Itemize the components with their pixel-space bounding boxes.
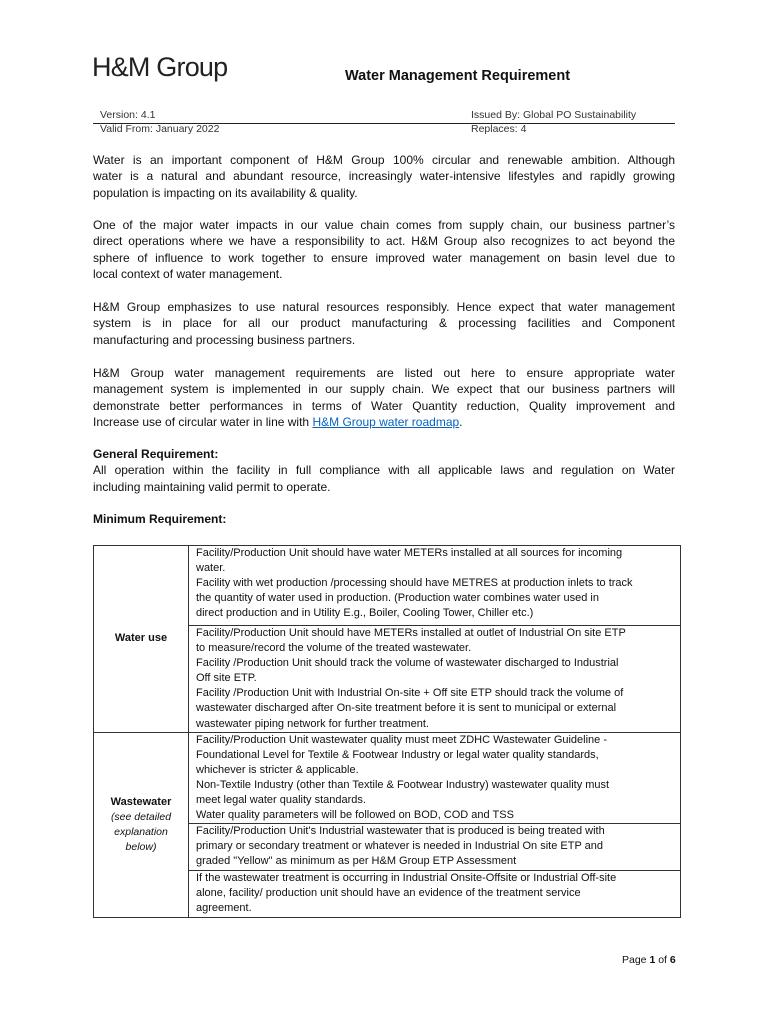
category-cell (94, 732, 189, 917)
paragraph-line: sphere of influence to work together to ensure improved water management on basin level due to (93, 250, 675, 265)
table-row (94, 546, 681, 626)
roadmap-prefix: Increase use of circular water in line with (93, 415, 313, 429)
requirement-line: Facility with wet production /processing should have METRES at production inlets to track (196, 577, 633, 590)
requirement-line: Facility /Production Unit with Industrial On-site + Off site ETP should track the volume of (196, 687, 624, 700)
requirement-line: If the wastewater treatment is occurring in Industrial Onsite-Offsite or Industrial Off-site (196, 871, 617, 884)
general-requirement-heading: General Requirement: (93, 447, 219, 461)
paragraph-line: population is impacting on its availability & quality. (93, 185, 358, 200)
paragraph-requirements (93, 365, 675, 414)
requirement-cell (189, 824, 681, 870)
company-logo: H&M Group (92, 52, 228, 82)
table-row (94, 732, 681, 824)
paragraph-line: manufacturing and processing business partners. (93, 332, 356, 347)
paragraph-line: direct operations where we have a responsibility to act. H&M Group also recognizes to act beyond the (93, 234, 675, 249)
category-note: (see detailed explanation below) (110, 810, 172, 853)
requirement-line: wastewater piping network for further treatment. (196, 717, 429, 730)
requirement-line: Non-Textile Industry (other than Textile & Footwear Industry) wastewater quality must (196, 778, 610, 791)
general-requirement (93, 446, 675, 495)
current-page: 1 (649, 954, 656, 966)
requirement-line: primary or secondary treatment or whatever is needed in Industrial On site ETP and (196, 840, 603, 853)
paragraph-value-chain (93, 217, 675, 283)
category-label: Water use (114, 632, 168, 645)
version: Version: 4.1 (100, 109, 156, 121)
paragraph-intro (93, 152, 675, 201)
category-cell (94, 546, 189, 733)
paragraph-line: management system is implemented in our supply chain. We expect that our business partners will (93, 382, 675, 397)
paragraph-line: local context of water management. (93, 267, 283, 282)
document-title: Water Management Requirement (345, 68, 571, 84)
requirement-line: Foundational Level for Textile & Footwear Industry or legal water quality standards, (196, 748, 599, 761)
issued-by: Issued By: Global PO Sustainability (471, 109, 637, 121)
requirement-line: the quantity of water used in production. (Production water combines water used in (196, 592, 599, 605)
requirement-line: Facility/Production Unit wastewater quality must meet ZDHC Wastewater Guideline - (196, 733, 608, 746)
water-roadmap-link[interactable]: H&M Group water roadmap (312, 415, 460, 429)
requirement-line: direct production and in Utility E.g., Boiler, Cooling Tower, Chiller etc.) (196, 607, 534, 620)
paragraph-line: water is a natural and abundant resource, increasingly water-intensive lifestyles and rapidly growing (93, 169, 675, 184)
general-requirement-line: including maintaining valid permit to operate. (93, 479, 331, 494)
requirement-cell (189, 546, 681, 626)
requirement-line: Facility /Production Unit should track the volume of wastewater discharged to Industrial (196, 657, 619, 670)
requirement-line: agreement. (196, 901, 252, 914)
category-label: Wastewater (110, 795, 172, 808)
requirement-line: to measure/record the volume of the treated wastewater. (196, 642, 472, 655)
roadmap-suffix: . (459, 415, 463, 429)
paragraph-line: H&M Group water management requirements are listed out here to ensure appropriate water (93, 366, 675, 380)
valid-from: Valid From: January 2022 (100, 123, 220, 135)
paragraph-line: Water is an important component of H&M Group 100% circular and renewable ambition. Although (93, 153, 675, 167)
requirement-line: Facility/Production Unit's Industrial wastewater that is produced is being treated with (196, 825, 605, 838)
total-pages: 6 (669, 954, 676, 966)
paragraph-line: system is in place for all our product manufacturing & processing facilities and Component (93, 316, 675, 331)
requirement-line: whichever is stricter & applicable. (196, 763, 359, 776)
requirement-cell (189, 626, 681, 733)
requirement-line: graded "Yellow" as minimum as per H&M Group ETP Assessment (196, 855, 517, 868)
requirement-line: Off site ETP. (196, 672, 257, 685)
requirement-line: Facility/Production Unit should have water METERs installed at all sources for incoming (196, 547, 623, 559)
requirement-line: alone, facility/ production unit should have an evidence of the treatment service (196, 886, 581, 899)
requirement-line: water. (196, 562, 226, 575)
requirement-cell (189, 870, 681, 917)
page-number (622, 954, 676, 966)
replaces: Replaces: 4 (471, 123, 527, 135)
paragraph-line: H&M Group emphasizes to use natural resources responsibly. Hence expect that water management (93, 300, 675, 314)
minimum-requirement-heading: Minimum Requirement: (93, 512, 227, 526)
general-requirement-line: All operation within the facility in full compliance with all applicable laws and regulation on Water (93, 463, 675, 478)
page-label: Page (622, 954, 647, 966)
paragraph-line: demonstrate better performances in terms of Water Quantity reduction, Quality improvement and (93, 398, 675, 413)
requirement-line: Facility/Production Unit should have METERs installed at outlet of Industrial On site ETP (196, 627, 626, 639)
minimum-requirement-table (93, 545, 681, 918)
paragraph-resources (93, 299, 675, 348)
requirement-line: wastewater discharged after On-site treatment before it is sent to municipal or external (196, 702, 617, 715)
paragraph-requirements-last-line (93, 414, 675, 430)
requirement-line: Water quality parameters will be followed on BOD, COD and TSS (196, 809, 514, 822)
paragraph-line: One of the major water impacts in our value chain comes from supply chain, our business partner’s (93, 218, 675, 232)
page-of: of (658, 954, 667, 966)
requirement-line: meet legal water quality standards. (196, 794, 366, 807)
requirement-cell (189, 732, 681, 824)
